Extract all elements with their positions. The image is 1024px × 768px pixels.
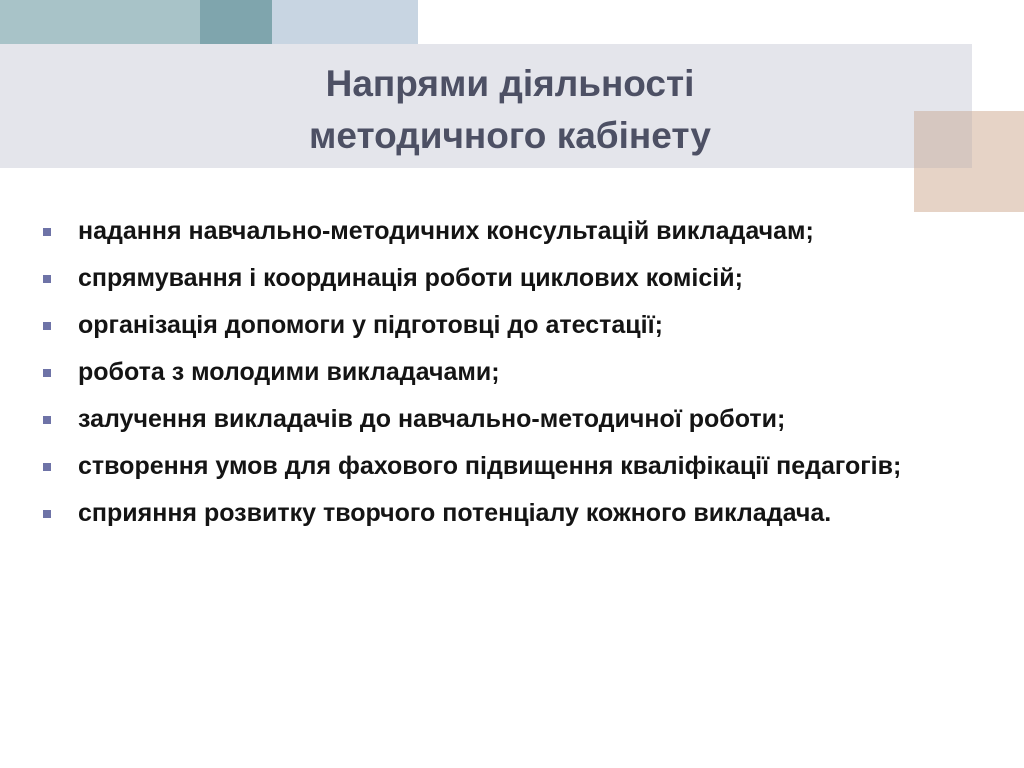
bullet-item-consultations <box>42 212 982 251</box>
decorative-tan-overlap <box>914 111 972 168</box>
bullet-item-coordination <box>42 259 982 298</box>
bullet-text: робота з молодими викладачами; <box>78 358 500 386</box>
slide-title-line-2: методичного кабінету <box>309 115 711 156</box>
square-bullet-icon <box>43 416 51 424</box>
square-bullet-icon <box>43 322 51 330</box>
bullet-item-qualification <box>42 447 982 486</box>
bullet-text: спрямування і координація роботи циклових комісій; <box>78 264 743 292</box>
bullet-text: залучення викладачів до навчально-методичної роботи; <box>78 405 786 433</box>
square-bullet-icon <box>43 228 51 236</box>
bullet-item-young-teachers <box>42 353 982 392</box>
square-bullet-icon <box>43 510 51 518</box>
square-bullet-icon <box>43 275 51 283</box>
bullet-text: організація допомоги у підготовці до атестації; <box>78 311 663 339</box>
bullet-item-attestation <box>42 306 982 345</box>
bullet-text: створення умов для фахового підвищення кваліфікації педагогів; <box>78 452 902 480</box>
bullet-item-methodical-work <box>42 400 982 439</box>
slide-title <box>150 58 870 162</box>
slide-title-line-1: Напрями діяльності <box>325 63 695 104</box>
bullet-item-creative-potential <box>42 494 982 533</box>
bullet-list <box>42 212 982 541</box>
square-bullet-icon <box>43 463 51 471</box>
bullet-text: надання навчально-методичних консультацій викладачам; <box>78 217 814 245</box>
square-bullet-icon <box>43 369 51 377</box>
bullet-text: сприяння розвитку творчого потенціалу кожного викладача. <box>78 499 832 527</box>
